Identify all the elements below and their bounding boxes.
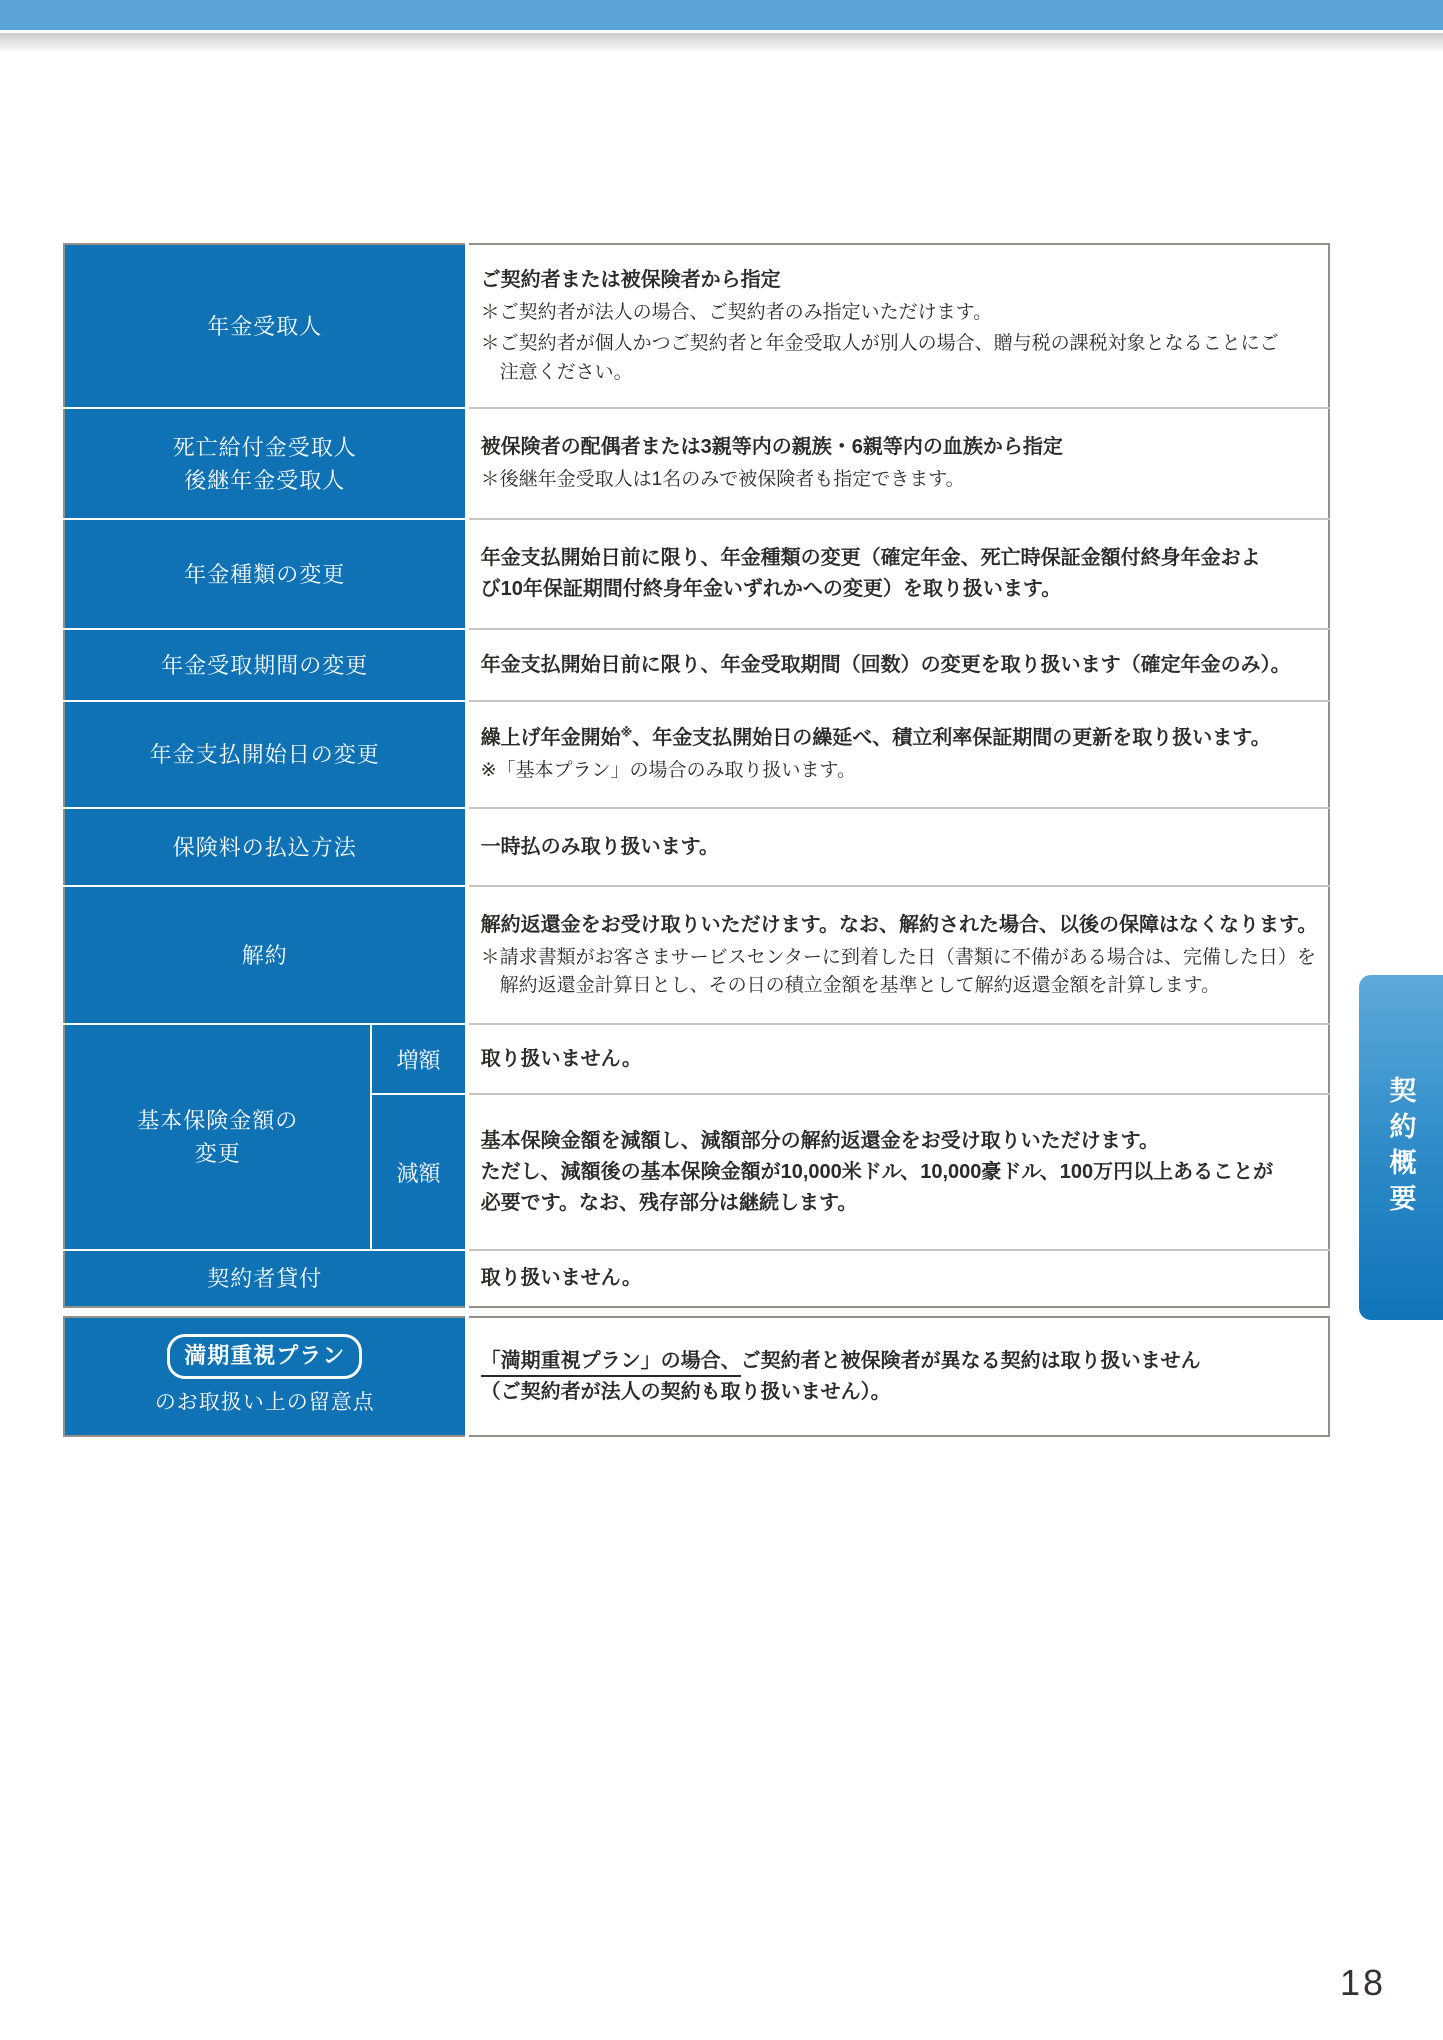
sub-label-decrease: 減額 xyxy=(371,1094,466,1250)
content-main-text: ただし、減額後の基本保険金額が10,000米ドル、10,000豪ドル、100万円以上あることが必要です。なお、残存部分は継続します。 xyxy=(480,1160,1274,1214)
content-main-text: ご契約者または被保険者から指定 xyxy=(480,268,781,291)
text-segment: 、年金支払開始日の繰延べ、積立利率保証期間の更新を取り扱います。 xyxy=(632,727,1271,750)
table-row-basic-amount-increase xyxy=(64,1024,1329,1094)
row-label-annuity-start-date-change: 年金支払開始日の変更 xyxy=(64,701,467,808)
table-row-annuity-type-change xyxy=(64,519,1329,629)
row-label-death-benefit-payee xyxy=(64,408,467,519)
top-banner xyxy=(0,0,1443,30)
text-segment: ご契約者と被保険者が異なる契約は取り扱いません xyxy=(740,1349,1201,1372)
row-content-premium-payment-method xyxy=(467,808,1329,886)
top-banner-shadow xyxy=(0,33,1443,53)
row-content-annuity-start-date-change xyxy=(467,701,1329,808)
row-label-annuity-type-change: 年金種類の変更 xyxy=(64,519,467,629)
table-row-maturity-plan-note xyxy=(64,1317,1329,1436)
section-tab-contract-overview xyxy=(1359,975,1443,1320)
table-row-annuity-start-date-change xyxy=(64,701,1329,808)
content-note: ＊後継年金受取人は1名のみで被保険者も指定できます。 xyxy=(480,469,965,491)
label-line: 基本保険金額の xyxy=(137,1108,299,1133)
row-content-death-benefit-payee xyxy=(467,408,1329,519)
content-main-text: 取り扱いません。 xyxy=(480,1047,642,1070)
table-row-annuity-period-change xyxy=(64,629,1329,701)
section-tab-label: 契約概要 xyxy=(1385,1075,1416,1220)
table-row-surrender xyxy=(64,886,1329,1024)
row-label-basic-amount-change xyxy=(64,1024,371,1250)
content-main-text: 年金支払開始日前に限り、年金受取期間（回数）の変更を取り扱います（確定年金のみ）。 xyxy=(480,653,1291,676)
contract-overview-table xyxy=(63,243,1330,1308)
content-main-text: 取り扱いません。 xyxy=(480,1267,642,1289)
underlined-text: 「満期重視プラン」の場合、 xyxy=(481,1350,741,1377)
content-note: ＊請求書類がお客さまサービスセンターに到着した日（書類に不備がある場合は、完備した日）を解約返還金計算日とし、その日の積立金額を基準として解約返還金額を計算します。 xyxy=(480,946,1316,996)
content-main-text: 一時払のみ取り扱います。 xyxy=(480,835,720,858)
table-row-annuity-payee xyxy=(64,244,1329,408)
row-label-maturity-plan xyxy=(64,1317,467,1436)
row-content-basic-amount-decrease xyxy=(467,1094,1329,1250)
label-line: 死亡給付金受取人 xyxy=(172,434,357,460)
maturity-plan-badge: 満期重視プラン xyxy=(167,1334,362,1379)
content-main-text xyxy=(481,1346,1324,1377)
table-row-policyholder-loan xyxy=(64,1250,1329,1307)
row-label-annuity-period-change: 年金受取期間の変更 xyxy=(64,629,467,701)
row-label-surrender: 解約 xyxy=(64,886,467,1024)
label-line: 変更 xyxy=(194,1141,241,1166)
label-line: のお取扱い上の留意点 xyxy=(154,1391,375,1415)
content-main-text xyxy=(481,723,1324,754)
sub-label-increase: 増額 xyxy=(371,1024,466,1094)
maturity-plan-note-table xyxy=(63,1316,1330,1437)
row-content-annuity-period-change xyxy=(467,629,1329,701)
label-line: 後継年金受取人 xyxy=(184,467,346,493)
content-note: ＊ご契約者が法人の場合、ご契約者のみ指定いただけます。 xyxy=(480,301,993,323)
table-row-death-benefit-payee xyxy=(64,408,1329,519)
row-content-maturity-plan xyxy=(467,1317,1329,1436)
content-note: ＊ご契約者が個人かつご契約者と年金受取人が別人の場合、贈与税の課税対象となることにご注意ください。 xyxy=(480,333,1279,383)
content-main-text: 基本保険金額を減額し、減額部分の解約返還金をお受け取りいただけます。 xyxy=(480,1129,1160,1152)
content-main-text: 年金支払開始日前に限り、年金種類の変更（確定年金、死亡時保証金額付終身年金および10年保証期間付終身年金いずれかへの変更）を取り扱います。 xyxy=(480,547,1261,600)
row-content-basic-amount-increase xyxy=(467,1024,1329,1094)
content-main-text: 被保険者の配偶者または3親等内の親族・6親等内の血族から指定 xyxy=(480,436,1063,459)
row-label-policyholder-loan: 契約者貸付 xyxy=(64,1250,467,1307)
row-content-annuity-payee xyxy=(467,244,1329,408)
page-number: 18 xyxy=(1340,1962,1387,2003)
row-content-annuity-type-change xyxy=(467,519,1329,629)
reference-mark: ※ xyxy=(620,725,633,740)
row-content-surrender xyxy=(467,886,1329,1024)
row-label-annuity-payee: 年金受取人 xyxy=(64,244,467,408)
row-label-premium-payment-method: 保険料の払込方法 xyxy=(64,808,467,886)
content-main-text: （ご契約者が法人の契約も取り扱いません）。 xyxy=(480,1380,891,1403)
row-content-policyholder-loan xyxy=(467,1250,1329,1307)
content-note: ※「基本プラン」の場合のみ取り扱います。 xyxy=(480,760,857,782)
table-row-premium-payment-method xyxy=(64,808,1329,886)
content-main-text: 解約返還金をお受け取りいただけます。なお、解約された場合、以後の保障はなくなります。 xyxy=(480,913,1318,936)
text-segment: 繰上げ年金開始 xyxy=(480,727,621,750)
